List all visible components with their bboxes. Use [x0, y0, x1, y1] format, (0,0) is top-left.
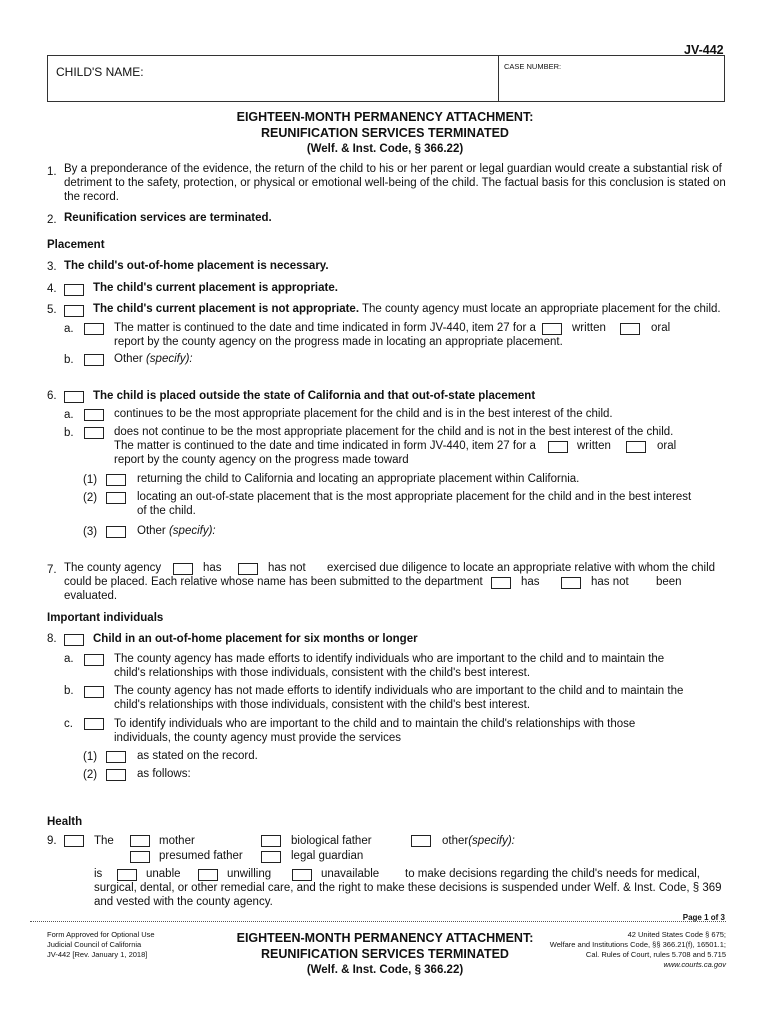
page-number: Page 1 of 3 [682, 913, 725, 922]
item-6b2-checkbox[interactable] [106, 492, 126, 504]
item-9-other-specify: (specify): [468, 835, 515, 847]
item-9-line2: surgical, dental, or other remedial care, and the right to make these decisions is suspended under Welf. & Inst. Code, § 369 [94, 882, 722, 894]
item-7-has2-checkbox[interactable] [491, 577, 511, 589]
footer-title-1: EIGHTEEN-MONTH PERMANENCY ATTACHMENT: [236, 931, 534, 945]
item-6a-checkbox[interactable] [84, 409, 104, 421]
item-6b3-specify: (specify): [168, 525, 216, 537]
case-number-label: CASE NUMBER: [504, 62, 562, 71]
item-7-has-label: has [203, 562, 222, 574]
item-8b-line1: The county agency has not made efforts to identify individuals who are important to the child and to maintain the [114, 685, 684, 697]
item-8b-line2: child's relationships with those individuals, consistent with the child's best interest. [114, 699, 531, 711]
item-6b3-text: Other [137, 525, 166, 537]
item-5-bold: The child's current placement is not appropriate. [93, 303, 360, 315]
footer-left-3: JV-442 [Rev. January 1, 2018] [47, 950, 148, 959]
item-8a-checkbox[interactable] [84, 654, 104, 666]
item-9-is: is [94, 868, 103, 880]
item-1-number: 1. [47, 166, 57, 178]
item-9-bio-father-label: biological father [291, 835, 372, 847]
item-6b3-number: (3) [83, 526, 98, 538]
item-3-text: The child's out-of-home placement is necessary. [64, 260, 329, 272]
item-1-line3: the record. [64, 191, 119, 203]
item-6b-oral-checkbox[interactable] [626, 441, 646, 453]
item-6-number: 6. [47, 390, 57, 402]
important-heading: Important individuals [47, 612, 164, 624]
health-heading: Health [47, 816, 83, 828]
footer-title-2: REUNIFICATION SERVICES TERMINATED [261, 947, 509, 961]
item-6a-text: continues to be the most appropriate placement for the child and is in the best interest of the child. [114, 408, 613, 420]
item-8c-checkbox[interactable] [84, 718, 104, 730]
item-7-been: been [656, 576, 682, 588]
item-6b-line3: report by the county agency on the progress made toward [114, 454, 409, 466]
item-5a-written-checkbox[interactable] [542, 323, 562, 335]
item-6b-written-label: written [577, 440, 611, 452]
footer-left-2: Judicial Council of California [47, 940, 142, 949]
item-4-checkbox[interactable] [64, 284, 84, 296]
item-9-mother-checkbox[interactable] [130, 835, 150, 847]
item-8-checkbox[interactable] [64, 634, 84, 646]
item-6-checkbox[interactable] [64, 391, 84, 403]
item-3-number: 3. [47, 261, 57, 273]
item-9-number: 9. [47, 835, 57, 847]
item-8-text: Child in an out-of-home placement for six months or longer [93, 633, 418, 645]
item-8b-checkbox[interactable] [84, 686, 104, 698]
item-5b-specify: (specify): [145, 353, 193, 365]
item-9-legal-guardian-label: legal guardian [291, 850, 364, 862]
case-number-field[interactable] [504, 76, 719, 98]
item-6-text: The child is placed outside the state of California and that out-of-state placement [93, 390, 536, 402]
item-5b-text: Other [114, 353, 143, 365]
item-6b-written-checkbox[interactable] [548, 441, 568, 453]
item-7-number: 7. [47, 564, 57, 576]
item-5a-letter: a. [64, 323, 74, 335]
item-9-unwilling-checkbox[interactable] [198, 869, 218, 881]
item-9-line1-rest: to make decisions regarding the child's needs for medical, [405, 868, 700, 880]
item-9-unwilling-label: unwilling [227, 868, 272, 880]
item-2-text: Reunification services are terminated. [64, 212, 272, 224]
item-9-bio-father-checkbox[interactable] [261, 835, 281, 847]
item-8c-line1: To identify individuals who are important to the child and to maintain the child's relationships with those [114, 718, 636, 730]
item-6b3-checkbox[interactable] [106, 526, 126, 538]
item-4-number: 4. [47, 283, 57, 295]
item-9-unable-label: unable [146, 868, 181, 880]
item-5a-oral-label: oral [651, 322, 671, 334]
item-5b-letter: b. [64, 354, 74, 366]
item-1-line2: detriment to the safety, protection, or physical or emotional well-being of the child. The factual basis for this conclusion is stated on [64, 177, 726, 189]
item-4-text: The child's current placement is appropriate. [93, 282, 338, 294]
item-5b-checkbox[interactable] [84, 354, 104, 366]
item-6b-checkbox[interactable] [84, 427, 104, 439]
item-9-presumed-father-checkbox[interactable] [130, 851, 150, 863]
item-7-line2: could be placed. Each relative whose name has been submitted to the department [64, 576, 483, 588]
item-6b2-line2: of the child. [137, 505, 196, 517]
item-7-has2-label: has [521, 576, 540, 588]
item-9-unavailable-checkbox[interactable] [292, 869, 312, 881]
item-7-line1-rest: exercised due diligence to locate an appropriate relative with whom the child [327, 562, 716, 574]
item-9-line3: and vested with the county agency. [94, 896, 273, 908]
item-6b2-number: (2) [83, 492, 98, 504]
item-8c1-number: (1) [83, 751, 98, 763]
item-9-other-label: other [442, 835, 469, 847]
placement-heading: Placement [47, 239, 105, 251]
item-7-has-not-label: has not [268, 562, 306, 574]
item-8c1-text: as stated on the record. [137, 750, 258, 762]
item-8c1-checkbox[interactable] [106, 751, 126, 763]
footer-title-3: (Welf. & Inst. Code, § 366.22) [306, 964, 464, 976]
item-9-other-checkbox[interactable] [411, 835, 431, 847]
item-9-the: The [94, 835, 114, 847]
childs-name-field[interactable] [60, 78, 490, 98]
item-8a-line1: The county agency has made efforts to identify individuals who are important to the child and to maintain the [114, 653, 665, 665]
item-6a-letter: a. [64, 409, 74, 421]
item-6b1-checkbox[interactable] [106, 474, 126, 486]
item-8c-line2: individuals, the county agency must provide the services [114, 732, 402, 744]
item-7-has-not-checkbox[interactable] [238, 563, 258, 575]
item-5a-checkbox[interactable] [84, 323, 104, 335]
item-5-number: 5. [47, 304, 57, 316]
footer-divider [30, 921, 726, 922]
item-9-unable-checkbox[interactable] [117, 869, 137, 881]
title-line2: REUNIFICATION SERVICES TERMINATED [261, 126, 509, 140]
item-8c2-text: as follows: [137, 768, 191, 780]
footer-website-link[interactable]: www.courts.ca.gov [663, 960, 726, 969]
item-8c2-number: (2) [83, 769, 98, 781]
item-5a-oral-checkbox[interactable] [620, 323, 640, 335]
item-8c2-checkbox[interactable] [106, 769, 126, 781]
footer-left-1: Form Approved for Optional Use [47, 930, 155, 939]
title-line3: (Welf. & Inst. Code, § 366.22) [306, 143, 464, 155]
item-6b-oral-label: oral [657, 440, 677, 452]
item-9-unavailable-label: unavailable [321, 868, 380, 880]
item-7-has-checkbox[interactable] [173, 563, 193, 575]
item-6b2-line1: locating an out-of-state placement that is the most appropriate placement for the child and in the best interest [137, 491, 692, 503]
item-6b-letter: b. [64, 427, 74, 439]
item-8a-letter: a. [64, 653, 74, 665]
item-1-line1: By a preponderance of the evidence, the return of the child to his or her parent or legal guardian would create a substantial risk of [64, 163, 722, 175]
item-7-line3: evaluated. [64, 590, 118, 602]
item-6b-line1: does not continue to be the most appropriate placement for the child and is not in the best interest of the child. [114, 426, 674, 438]
item-7-has-not2-checkbox[interactable] [561, 577, 581, 589]
item-6b-line2: The matter is continued to the date and time indicated in form JV-440, item 27 for a [114, 440, 536, 452]
footer-right-1: 42 United States Code § 675; [627, 930, 726, 939]
item-6b1-number: (1) [83, 474, 98, 486]
item-5-checkbox[interactable] [64, 305, 84, 317]
footer-right-3: Cal. Rules of Court, rules 5.708 and 5.715 [585, 950, 726, 959]
header-divider [498, 55, 499, 102]
item-5a-written-label: written [572, 322, 606, 334]
item-2-number: 2. [47, 214, 57, 226]
item-5-rest: The county agency must locate an appropriate placement for the child. [359, 303, 721, 315]
item-7-has-not2-label: has not [591, 576, 629, 588]
item-9-mother-label: mother [159, 835, 195, 847]
form-id: JV-442 [684, 43, 724, 57]
item-9-legal-guardian-checkbox[interactable] [261, 851, 281, 863]
item-6b1-text: returning the child to California and locating an appropriate placement within California. [137, 473, 580, 485]
item-8a-line2: child's relationships with those individuals, consistent with the child's best interest. [114, 667, 531, 679]
item-9-checkbox[interactable] [64, 835, 84, 847]
item-9-presumed-father-label: presumed father [159, 850, 243, 862]
item-8b-letter: b. [64, 685, 74, 697]
item-5a-text: The matter is continued to the date and time indicated in form JV-440, item 27 for a [114, 322, 536, 334]
footer-right-2: Welfare and Institutions Code, §§ 366.21(f), 16501.1; [549, 940, 726, 949]
title-line1: EIGHTEEN-MONTH PERMANENCY ATTACHMENT: [236, 110, 534, 124]
item-8-number: 8. [47, 633, 57, 645]
item-8c-letter: c. [64, 718, 73, 730]
item-5a-line2: report by the county agency on the progress made in locating an appropriate placement. [114, 336, 563, 348]
item-7-pre: The county agency [64, 562, 162, 574]
childs-name-label: CHILD'S NAME: [56, 65, 144, 79]
